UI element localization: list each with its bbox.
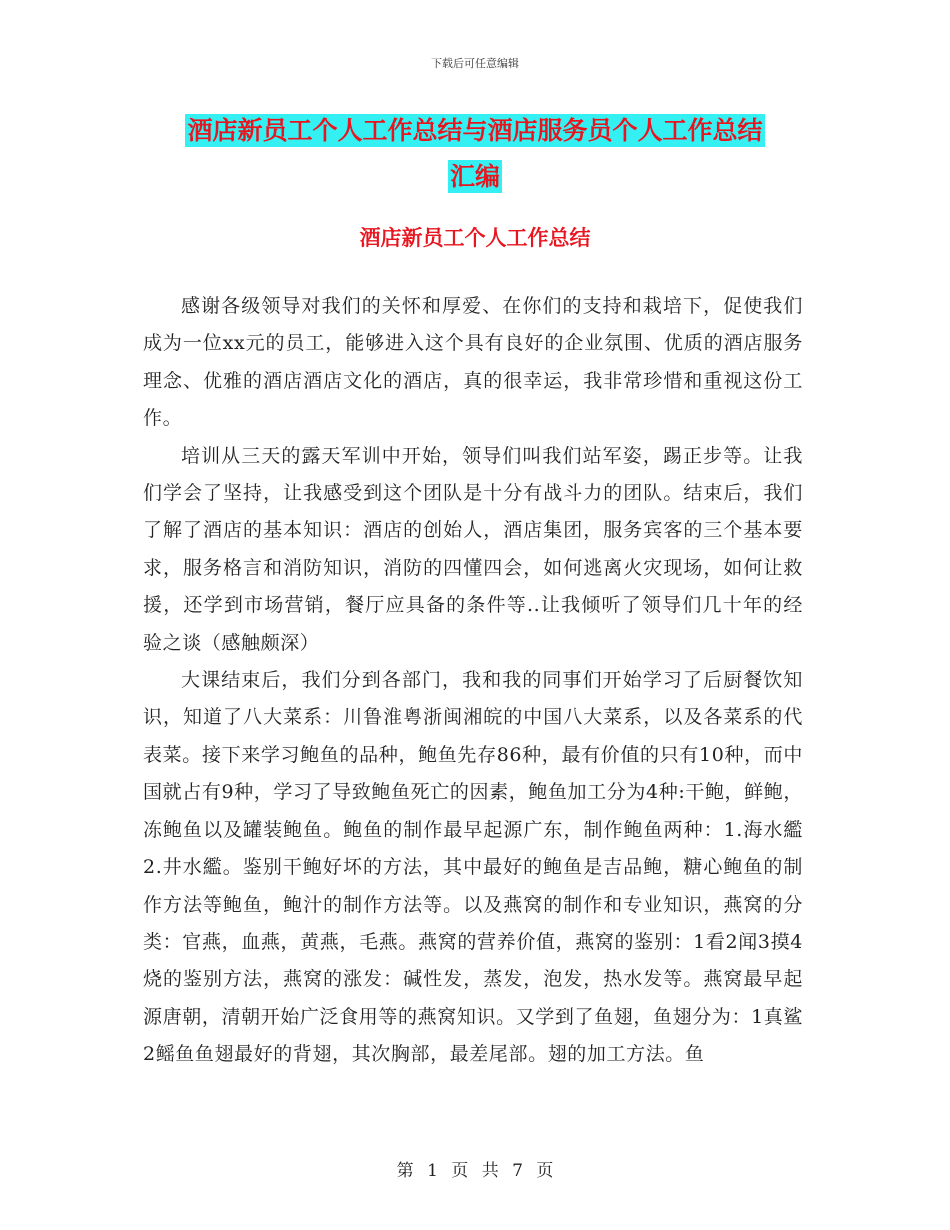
page-number-footer: 第 1 页 共 7 页 xyxy=(396,1161,554,1181)
paragraph-1: 感谢各级领导对我们的关怀和厚爱、在你们的支持和栽培下，促使我们成为一位xx元的员工，能够进入这个具有良好的企业氛围、优质的酒店服务理念、优雅的酒店酒店文化的酒店，真的很幸运，我非常珍惜和重视这份工作。 xyxy=(143,295,803,430)
main-title-line2: 汇编 xyxy=(449,162,500,191)
main-title xyxy=(140,108,810,200)
body-text xyxy=(143,288,803,1074)
section-heading: 酒店新员工个人工作总结 xyxy=(359,225,591,250)
header-note: 下载后可任意编辑 xyxy=(431,57,519,70)
paragraph-2: 培训从三天的露天军训中开始，领导们叫我们站军姿，踢正步等。让我们学会了坚持，让我感受到这个团队是十分有战斗力的团队。结束后，我们了解了酒店的基本知识：酒店的创始人，酒店集团，服务宾客的三个基本要求，服务格言和消防知识，消防的四懂四会，如何逃离火灾现场，如何让救援，还学到市场营销，餐厅应具备的条件等..让我倾听了领导们几十年的经验之谈（感触颇深） xyxy=(143,444,803,654)
paragraph-3: 大课结束后，我们分到各部门，我和我的同事们开始学习了后厨餐饮知识，知道了八大菜系：川鲁淮粤浙闽湘皖的中国八大菜系，以及各菜系的代表菜。接下来学习鲍鱼的品种，鲍鱼先存86种，最有价值的只有10种，而中国就占有9种，学习了导致鲍鱼死亡的因素，鲍鱼加工分为4种:干鲍，鲜鲍，冻鲍鱼以及罐装鲍鱼。鲍鱼的制作最早起源广东，制作鲍鱼两种：1.海水繿2.井水繿。鉴别干鲍好坏的方法，其中最好的鲍鱼是吉品鲍，糖心鲍鱼的制作方法等鲍鱼，鲍汁的制作方法等。以及燕窝的制作和专业知识，燕窝的分类：官燕，血燕，黄燕，毛燕。燕窝的营养价值，燕窝的鉴别：1看2闻3摸4烧的鉴别方法，燕窝的涨发：碱性发，蒸发，泡发，热水发等。燕窝最早起源唐朝，清朝开始广泛食用等的燕窝知识。又学到了鱼翅，鱼翅分为：1真鲨2鳐鱼鱼翅最好的背翅，其次胸部，最差尾部。翅的加工方法。鱼 xyxy=(143,669,803,1066)
main-title-line1: 酒店新员工个人工作总结与酒店服务员个人工作总结 xyxy=(187,116,763,145)
